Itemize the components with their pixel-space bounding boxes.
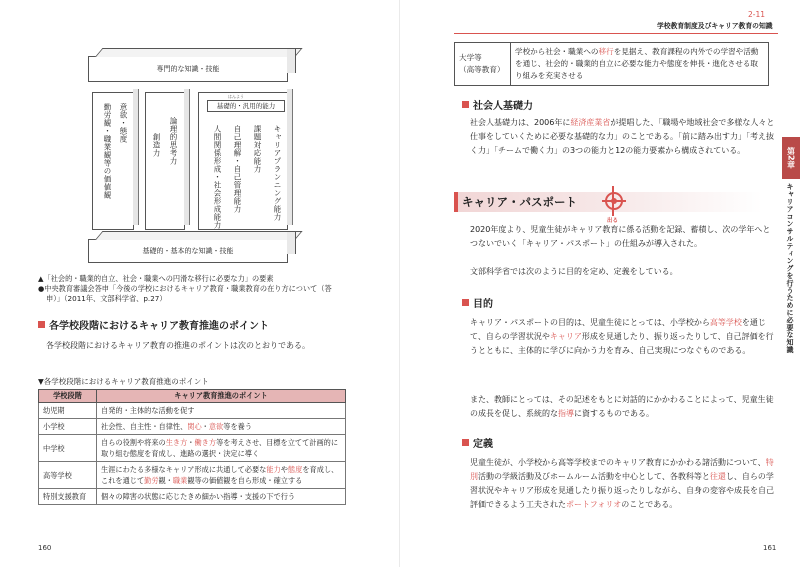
square-bullet-icon <box>462 439 469 446</box>
highlight-term: 指導 <box>558 409 574 418</box>
point-text: 自らの役割や将来の <box>101 438 166 447</box>
pillar-label-motivation: 意欲・態度 <box>119 103 128 143</box>
page-number-right: 161 <box>763 544 777 552</box>
highlight-term: 意欲 <box>208 422 224 431</box>
diagram-bottom-slab <box>88 239 288 263</box>
header-section-number: 2-11 <box>748 10 766 19</box>
para-text: が提唱した、「職場や地域社会で多様な人々と仕事をしていくために必要な基礎的な力」のことである。「前に踏み出す力」「考え抜く力」「チームで働く力」の3つの能力と12の能力要素から構成されている。 <box>470 118 775 155</box>
diagram-caption: ▲「社会的・職業的自立、社会・職業への円滑な移行に必要な力」の要素 <box>38 274 274 283</box>
point-text: や <box>280 465 288 474</box>
para-text: また、教師にとっては、その記述をもとに対話的にかかわることによって、児童生徒の成長を促し、系統的な <box>470 395 774 418</box>
section-heading-points <box>38 317 269 332</box>
para-text: 社会人基礎力は、2006年に <box>470 118 571 127</box>
point-text: ・ <box>201 422 209 431</box>
header-divider <box>454 33 778 34</box>
heading-purpose <box>462 295 493 310</box>
pillar-values <box>92 92 134 230</box>
chapter-side-title: キャリアコンサルティングを行うために必要な知識 <box>786 183 794 354</box>
heading-social-skills <box>462 97 533 112</box>
para-text: 形成を見通したり、振り返ったりして、自己評価を行うとともに、主体的に学びに向かう力を育み、自己実現につなぐものである。 <box>470 332 774 355</box>
pillar-thinking <box>145 92 185 230</box>
highlight-term: 特別 <box>470 458 774 481</box>
point-text: 学校から社会・職業への <box>515 47 599 56</box>
pillar-label-planning: キャリアプランニング能力 <box>273 125 282 221</box>
square-bullet-icon <box>462 101 469 108</box>
table-row <box>455 43 769 86</box>
stage-cell: 小学校 <box>39 419 97 435</box>
highlight-term: 高等学校 <box>709 318 742 327</box>
frequent-badge: 出る <box>607 218 619 224</box>
diagram-top-slab <box>88 56 288 82</box>
para-text: し、自らの学習状況やキャリア形成を見通したり振り返ったりしながら、自身の変容や成長を自己評価できるよう工夫された <box>470 472 774 509</box>
table-title: ▼各学校段階におけるキャリア教育推進のポイント <box>38 377 209 386</box>
paragraph-social-skills <box>470 116 778 158</box>
table-header-row <box>39 390 346 403</box>
paragraph-teacher <box>470 393 778 421</box>
pillar-label-relations: 人間関係形成・社会形成能力 <box>213 125 222 229</box>
heading-text: 社会人基礎力 <box>473 101 533 112</box>
highlight-term: 往還 <box>709 472 726 481</box>
target-icon <box>605 192 623 210</box>
point-text: 観・ <box>158 476 173 485</box>
stage-cell: 幼児期 <box>39 403 97 419</box>
square-bullet-icon <box>462 299 469 306</box>
point-cell <box>97 435 346 462</box>
pillar-label-values: 勤労観・職業観等の価値観 <box>103 103 112 199</box>
paragraph-passport-intro: 2020年度より、児童生徒がキャリア教育に係る活動を記録、蓄積し、次の学年へとつないでいく「キャリア・パスポート」の仕組みが導入された。 <box>470 225 771 248</box>
paragraph-definition <box>470 456 780 512</box>
para-text: 活動の学級活動及びホームルーム活動を中心として、各教科等と <box>478 472 710 481</box>
generic-ability-label: 基礎的・汎用的能力 <box>207 100 285 112</box>
header-stage: 学校段階 <box>39 390 97 403</box>
table-row <box>39 419 346 435</box>
pillar-label-logic: 論理的思考力 <box>169 117 178 165</box>
highlight-term: 生き方 <box>165 438 188 447</box>
table-row <box>39 489 346 505</box>
point-text: を見据え、教育課程の内外での学習や活動を通じ、社会的・職業的自立に必要な能力や態度を伸長・進化させる取り組みを充実させる <box>515 47 759 80</box>
pillar-label-self: 自己理解・自己管理能力 <box>233 125 242 213</box>
university-table <box>454 42 769 86</box>
table-row <box>39 403 346 419</box>
career-points-table <box>38 389 346 505</box>
table-row <box>39 435 346 462</box>
point-cell <box>97 419 346 435</box>
highlight-term: 経済産業省 <box>570 118 611 127</box>
highlight-term: 態度 <box>287 465 303 474</box>
point-cell: 個々の障害の状態に応じたきめ細かい指導・支援の下で行う <box>97 489 346 505</box>
para-text: を通じて、自らの学習状況や <box>470 318 766 341</box>
stage-cell: 高等学校 <box>39 462 97 489</box>
table-row <box>39 462 346 489</box>
square-bullet-icon <box>38 321 45 328</box>
pillar-generic-abilities <box>198 92 288 230</box>
generic-ruby: はんよう <box>228 94 244 99</box>
pillar-label-task: 課題対応能力 <box>253 125 262 173</box>
point-text: を育成し、これを通じて <box>101 465 339 485</box>
heading-text: 定義 <box>473 439 493 450</box>
highlight-term: 働き方 <box>194 438 217 447</box>
pillar-label-creativity: 創造力 <box>152 133 161 157</box>
top-slab-label: 専門的な知識・技能 <box>156 65 220 73</box>
chapter-tab[interactable]: 第2章 <box>782 137 800 179</box>
section-heading-text: 各学校段階におけるキャリア教育推進のポイント <box>49 321 269 332</box>
highlight-term: 移行 <box>598 47 614 56</box>
highlight-term: 能力 <box>266 465 281 474</box>
heading-definition <box>462 435 493 450</box>
header-point: キャリア教育推進のポイント <box>97 390 346 403</box>
point-text: ・ <box>187 438 195 447</box>
highlight-term: 関心 <box>187 422 202 431</box>
point-text: 観等の価値観を自ら形成・確立する <box>187 476 303 485</box>
point-cell: 自発的・主体的な活動を促す <box>97 403 346 419</box>
heading-text: 目的 <box>473 299 493 310</box>
career-passport-title: キャリア・パスポート <box>462 195 577 209</box>
para-text: に資するものである。 <box>574 409 654 418</box>
point-cell <box>97 462 346 489</box>
para-text: のことである。 <box>621 500 678 509</box>
point-cell <box>511 43 769 86</box>
paragraph-purpose <box>470 316 778 358</box>
paragraph-mext: 文部科学省では次のように目的を定め、定義をしている。 <box>470 267 678 276</box>
highlight-term: ポートフォリオ <box>566 500 622 509</box>
section-paragraph: 各学校段階におけるキャリア教育の推進のポイントは次のとおりである。 <box>46 341 310 350</box>
point-text: 社会性、自主性・自律性、 <box>101 422 188 431</box>
diagram-source-line2: 申）」（2011年、文部科学省、p.27） <box>46 294 167 303</box>
point-text: 等を考えさせ、目標を立てて計画的に取り組む態度を育成し、進路の選択・決定に導く <box>101 438 339 458</box>
bottom-slab-label: 基礎的・基本的な知識・技能 <box>142 247 234 255</box>
header-title: 学校教育制度及びキャリア教育の知識 <box>657 22 773 30</box>
highlight-term: 勤労 <box>144 476 159 485</box>
highlight-term: キャリア <box>549 332 582 341</box>
stage-cell: 中学校 <box>39 435 97 462</box>
point-text: 生涯にわたる多様なキャリア形成に共通して必要な <box>101 465 267 474</box>
diagram-source-line1: ●中央教育審議会答申「今後の学校におけるキャリア教育・職業教育の在り方について（答 <box>38 284 332 293</box>
right-page <box>400 0 800 567</box>
highlight-term: 職業 <box>172 476 188 485</box>
point-text: 等を養う <box>223 422 253 431</box>
para-text: キャリア・パスポートの目的は、児童生徒にとっては、小学校から <box>470 318 710 327</box>
stage-cell: 特別支援教育 <box>39 489 97 505</box>
stage-cell: 大学等 （高等教育） <box>455 43 511 86</box>
page-number-left: 160 <box>38 544 52 552</box>
para-text: 児童生徒が、小学校から高等学校までのキャリア教育にかかわる諸活動について、 <box>470 458 766 467</box>
